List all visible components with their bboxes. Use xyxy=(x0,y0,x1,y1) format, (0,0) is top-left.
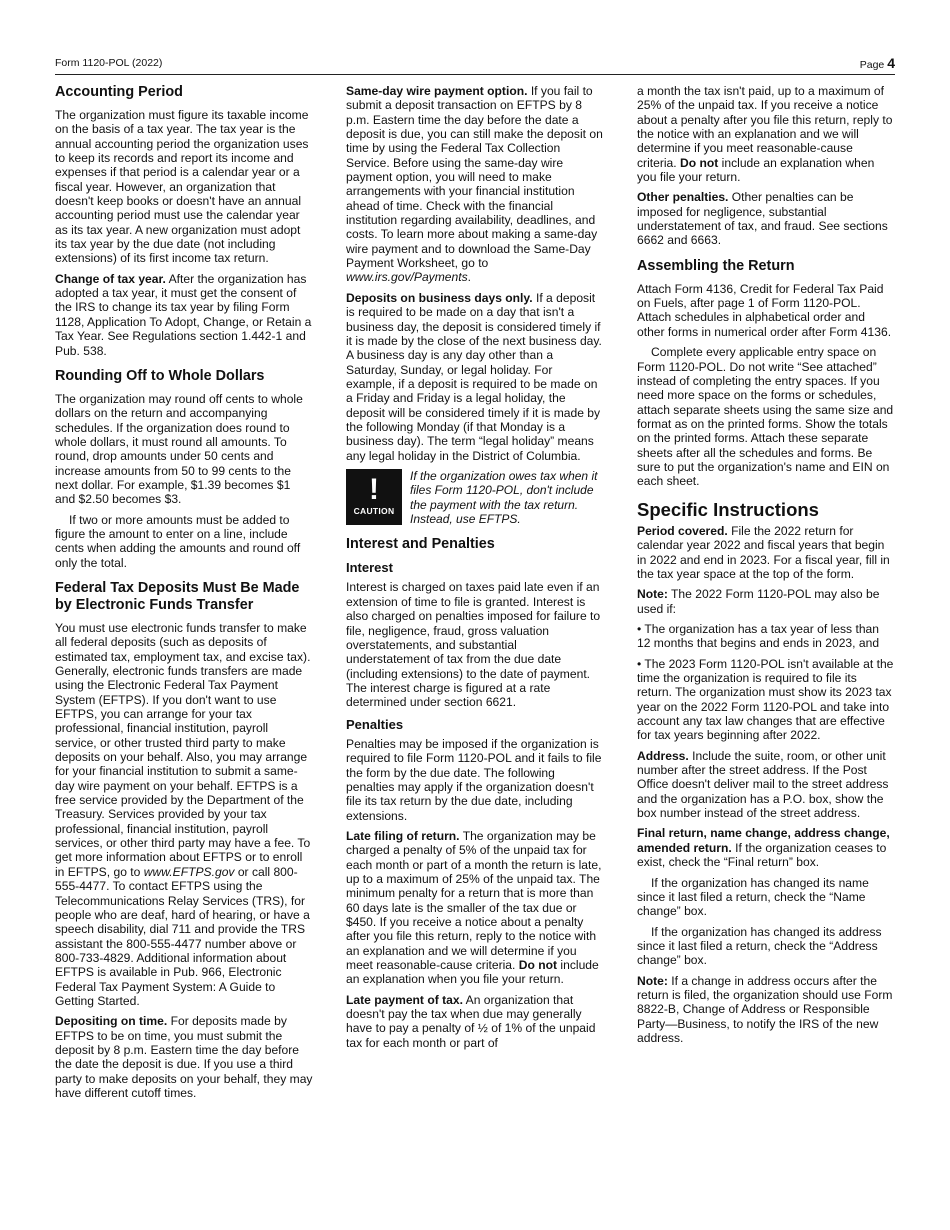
column-1 xyxy=(55,84,313,1106)
bullet-item: • The organization has a tax year of less than 12 months that begins and ends in 2023, and xyxy=(637,622,880,651)
page-number: Page 4 xyxy=(859,55,895,71)
paragraph: You must use electronic funds transfer to make all federal deposits (such as deposits of estimated tax, employment tax, and excise tax). Generally, electronic funds transfers are made using the Electronic Federal Tax Payment System (EFTPS). If you don't want to use EFTPS, you can arrange for your tax professional, financial institution, payroll service, or other trusted third party to make deposits on your behalf. Also, you may arrange for your financial institution to submit a same-day wire payment on your behalf. EFTPS is a free service provided by the Department of the Treasury. Services provided by your tax professional, financial institution, payroll services, or other third party may have a fee. To get more information about EFTPS or to enroll in EFTPS, go to www.EFTPS.gov or call 800-555-4477. To contact EFTPS using the Telecommunications Relay Services (TRS), for people who are deaf, hard of hearing, or have a speech disability, dial 711 and provide the TRS assistant the 800-555-4477 number above or 800-733-4829. Additional information about EFTPS is available in Pub. 966, Electronic Federal Tax Payment System: A Guide to Getting Started. xyxy=(55,620,311,1008)
form-name: Form 1120-POL (2022) xyxy=(55,57,163,69)
paragraph: If the organization has changed its name since it last filed a return, check the “Name change” box. xyxy=(637,875,869,919)
paragraph: Address. Include the suite, room, or other unit number after the street address. If the Post Office doesn't deliver mail to the street address and the organization has a P.O. box, show the box number instead of the street address. xyxy=(637,748,889,821)
paragraph: Change of tax year. After the organization has adopted a tax year, it must get the consent of the IRS to change its tax year by filing Form 1128, Application To Adopt, Change, or Retain a Tax Year. See Regulations section 1.442-1 and Pub. 538. xyxy=(55,271,312,358)
paragraph: Complete every applicable entry space on Form 1120-POL. Do not write “See attached” instead of completing the entry spaces. If you need more space on the forms or schedules, attach separate sheets using the same size and format as on the printed forms. Show the totals on the printed forms. Attach these separate sheets after all the schedules and forms. Be sure to put the organization's name and EIN on each sheet. xyxy=(637,345,894,489)
paragraph: a month the tax isn't paid, up to a maximum of 25% of the unpaid tax. If you receive a notice about a penalty after you file this return, reply to the notice with an explanation and we will determine if you meet reasonable-cause criteria. Do not include an explanation when you file your return. xyxy=(637,84,893,185)
column-2 xyxy=(346,84,604,1056)
paragraph: Late filing of return. The organization may be charged a penalty of 5% of the unpaid tax for each month or part of a month the return is late, up to a maximum of 25% of the unpaid tax. The minimum penalty for a return that is more than 60 days late is the smaller of the tax due or $450. If you receive a notice about a penalty after you file this return, reply to the notice with an explanation and we will determine if you meet reasonable-cause criteria. Do not include an explanation when you file your return. xyxy=(346,828,602,987)
caution-icon: ! CAUTION xyxy=(346,469,402,525)
heading-assembling: Assembling the Return xyxy=(637,257,795,274)
paragraph: Other penalties. Other penalties can be imposed for negligence, substantial understatement of tax, and fraud. See sections 6662 and 6663. xyxy=(637,190,888,248)
paragraph: Same-day wire payment option. If you fail to submit a deposit transaction on EFTPS by 8 p.m. Eastern time the day before the date a deposit is due, you can still make the deposit on time by using the Federal Tax Collection Service. Before using the same-day wire payment option, you will need to make arrangements with your financial institution ahead of time. Check with the financial institution regarding availability, deadlines, and costs. To learn more about making a same-day wire payment and to download the Same-Day Payment Worksheet, go to www.irs.gov/Payments. xyxy=(346,84,603,285)
irs-payments-link[interactable]: www.irs.gov/Payments xyxy=(346,270,468,285)
eftps-link[interactable]: www.EFTPS.gov xyxy=(143,864,235,879)
paragraph: Note: If a change in address occurs after the return is filed, the organization should use Form 8822-B, Change of Address or Responsible Party—Business, to notify the IRS of the new address. xyxy=(637,973,893,1045)
paragraph: The organization must figure its taxable income on the basis of a tax year. The tax year is the annual accounting period the organization uses to keep its records and report its income and expenses if that period is a calendar year or a fiscal year. However, an organization that doesn't keep books or doesn't have an annual accounting period must use the calendar year as its tax year. A new organization must adopt its tax year by the due date (not including extensions) of its first income tax return. xyxy=(55,108,309,266)
caution-text: If the organization owes tax when it files Form 1120-POL, don't include the payment with the tax return. Instead, use EFTPS. xyxy=(410,468,598,526)
page-header xyxy=(55,55,895,73)
paragraph: The organization may round off cents to whole dollars on the return and accompanying schedules. If the organization does round to whole dollars, it must round all amounts. To round, drop amounts under 50 cents and increase amounts from 50 to 99 cents to the next dollar. For example, $1.39 becomes $1 and $2.50 becomes $3. xyxy=(55,391,303,507)
paragraph: Late payment of tax. An organization that doesn't pay the tax when due may generally have to pay a penalty of ½ of 1% of the unpaid tax for each month or part of xyxy=(346,992,596,1050)
bullet-item: • The 2023 Form 1120-POL isn't available at the time the organization is required to file its return. The organization must show its 2023 tax year on the 2022 Form 1120-POL and take into account any tax law changes that are effective for tax years beginning after 2022. xyxy=(637,656,894,743)
paragraph: Note: The 2022 Form 1120-POL may also be used if: xyxy=(637,587,880,616)
paragraph: If the organization has changed its address since it last filed a return, check the “Address change” box. xyxy=(637,924,882,968)
heading-rounding: Rounding Off to Whole Dollars xyxy=(55,367,265,384)
heading-specific-instructions: Specific Instructions xyxy=(637,498,819,520)
paragraph: Interest is charged on taxes paid late even if an extension of time to file is granted. Interest is also charged on penalties imposed for failure to file, negligence, fraud, gross valuation overstatements, and substantial understatement of tax from the due date (including extensions) to the date of payment. The interest charge is figured at a rate determined under section 6621. xyxy=(346,580,601,710)
paragraph: Final return, name change, address change, amended return. If the organization ceases to exist, check the “Final return” box. xyxy=(637,826,890,870)
caution-box xyxy=(346,469,604,526)
paragraph: If two or more amounts must be added to figure the amount to enter on a line, include cents when adding the amounts and round off only the total. xyxy=(55,512,301,570)
column-3 xyxy=(637,84,895,1051)
paragraph: Depositing on time. For deposits made by EFTPS to be on time, you must submit the deposit by 8 p.m. Eastern time the day before the date the deposit is due. If you use a third party to make deposits on your behalf, they may have different cutoff times. xyxy=(55,1014,313,1100)
heading-accounting-period: Accounting Period xyxy=(55,84,183,100)
heading-interest: Interest xyxy=(346,560,393,576)
heading-interest-penalties: Interest and Penalties xyxy=(346,536,495,553)
paragraph: Penalties may be imposed if the organization is required to file Form 1120-POL and it fails to file the form by the due date. The following penalties may apply if the organization doesn't file its tax return by the due date, including extensions. xyxy=(346,736,602,823)
heading-penalties: Penalties xyxy=(346,716,404,732)
paragraph: Deposits on business days only. If a deposit is required to be made on a day that isn't a business day, the deposit is considered timely if it is made by the close of the next business day. A business day is any day other than a Saturday, Sunday, or legal holiday. For example, if a deposit is required to be made on a Friday and Friday is a legal holiday, the deposit will be considered timely if it is made by the following Monday (if that Monday is a business day). The term “legal holiday” means any legal holiday in the District of Columbia. xyxy=(346,290,602,463)
paragraph: Period covered. File the 2022 return for calendar year 2022 and fiscal years that begin in 2022 and end in 2023. For a fiscal year, fill in the tax year space at the top of the form. xyxy=(637,523,890,581)
paragraph: Attach Form 4136, Credit for Federal Tax Paid on Fuels, after page 1 of Form 1120-POL. Attach schedules in alphabetical order and other forms in numerical order after Form 4136. xyxy=(637,281,892,339)
heading-federal-tax-deposits: Federal Tax Deposits Must Be Made by Electronic Funds Transfer xyxy=(55,579,300,613)
header-rule xyxy=(55,74,895,75)
